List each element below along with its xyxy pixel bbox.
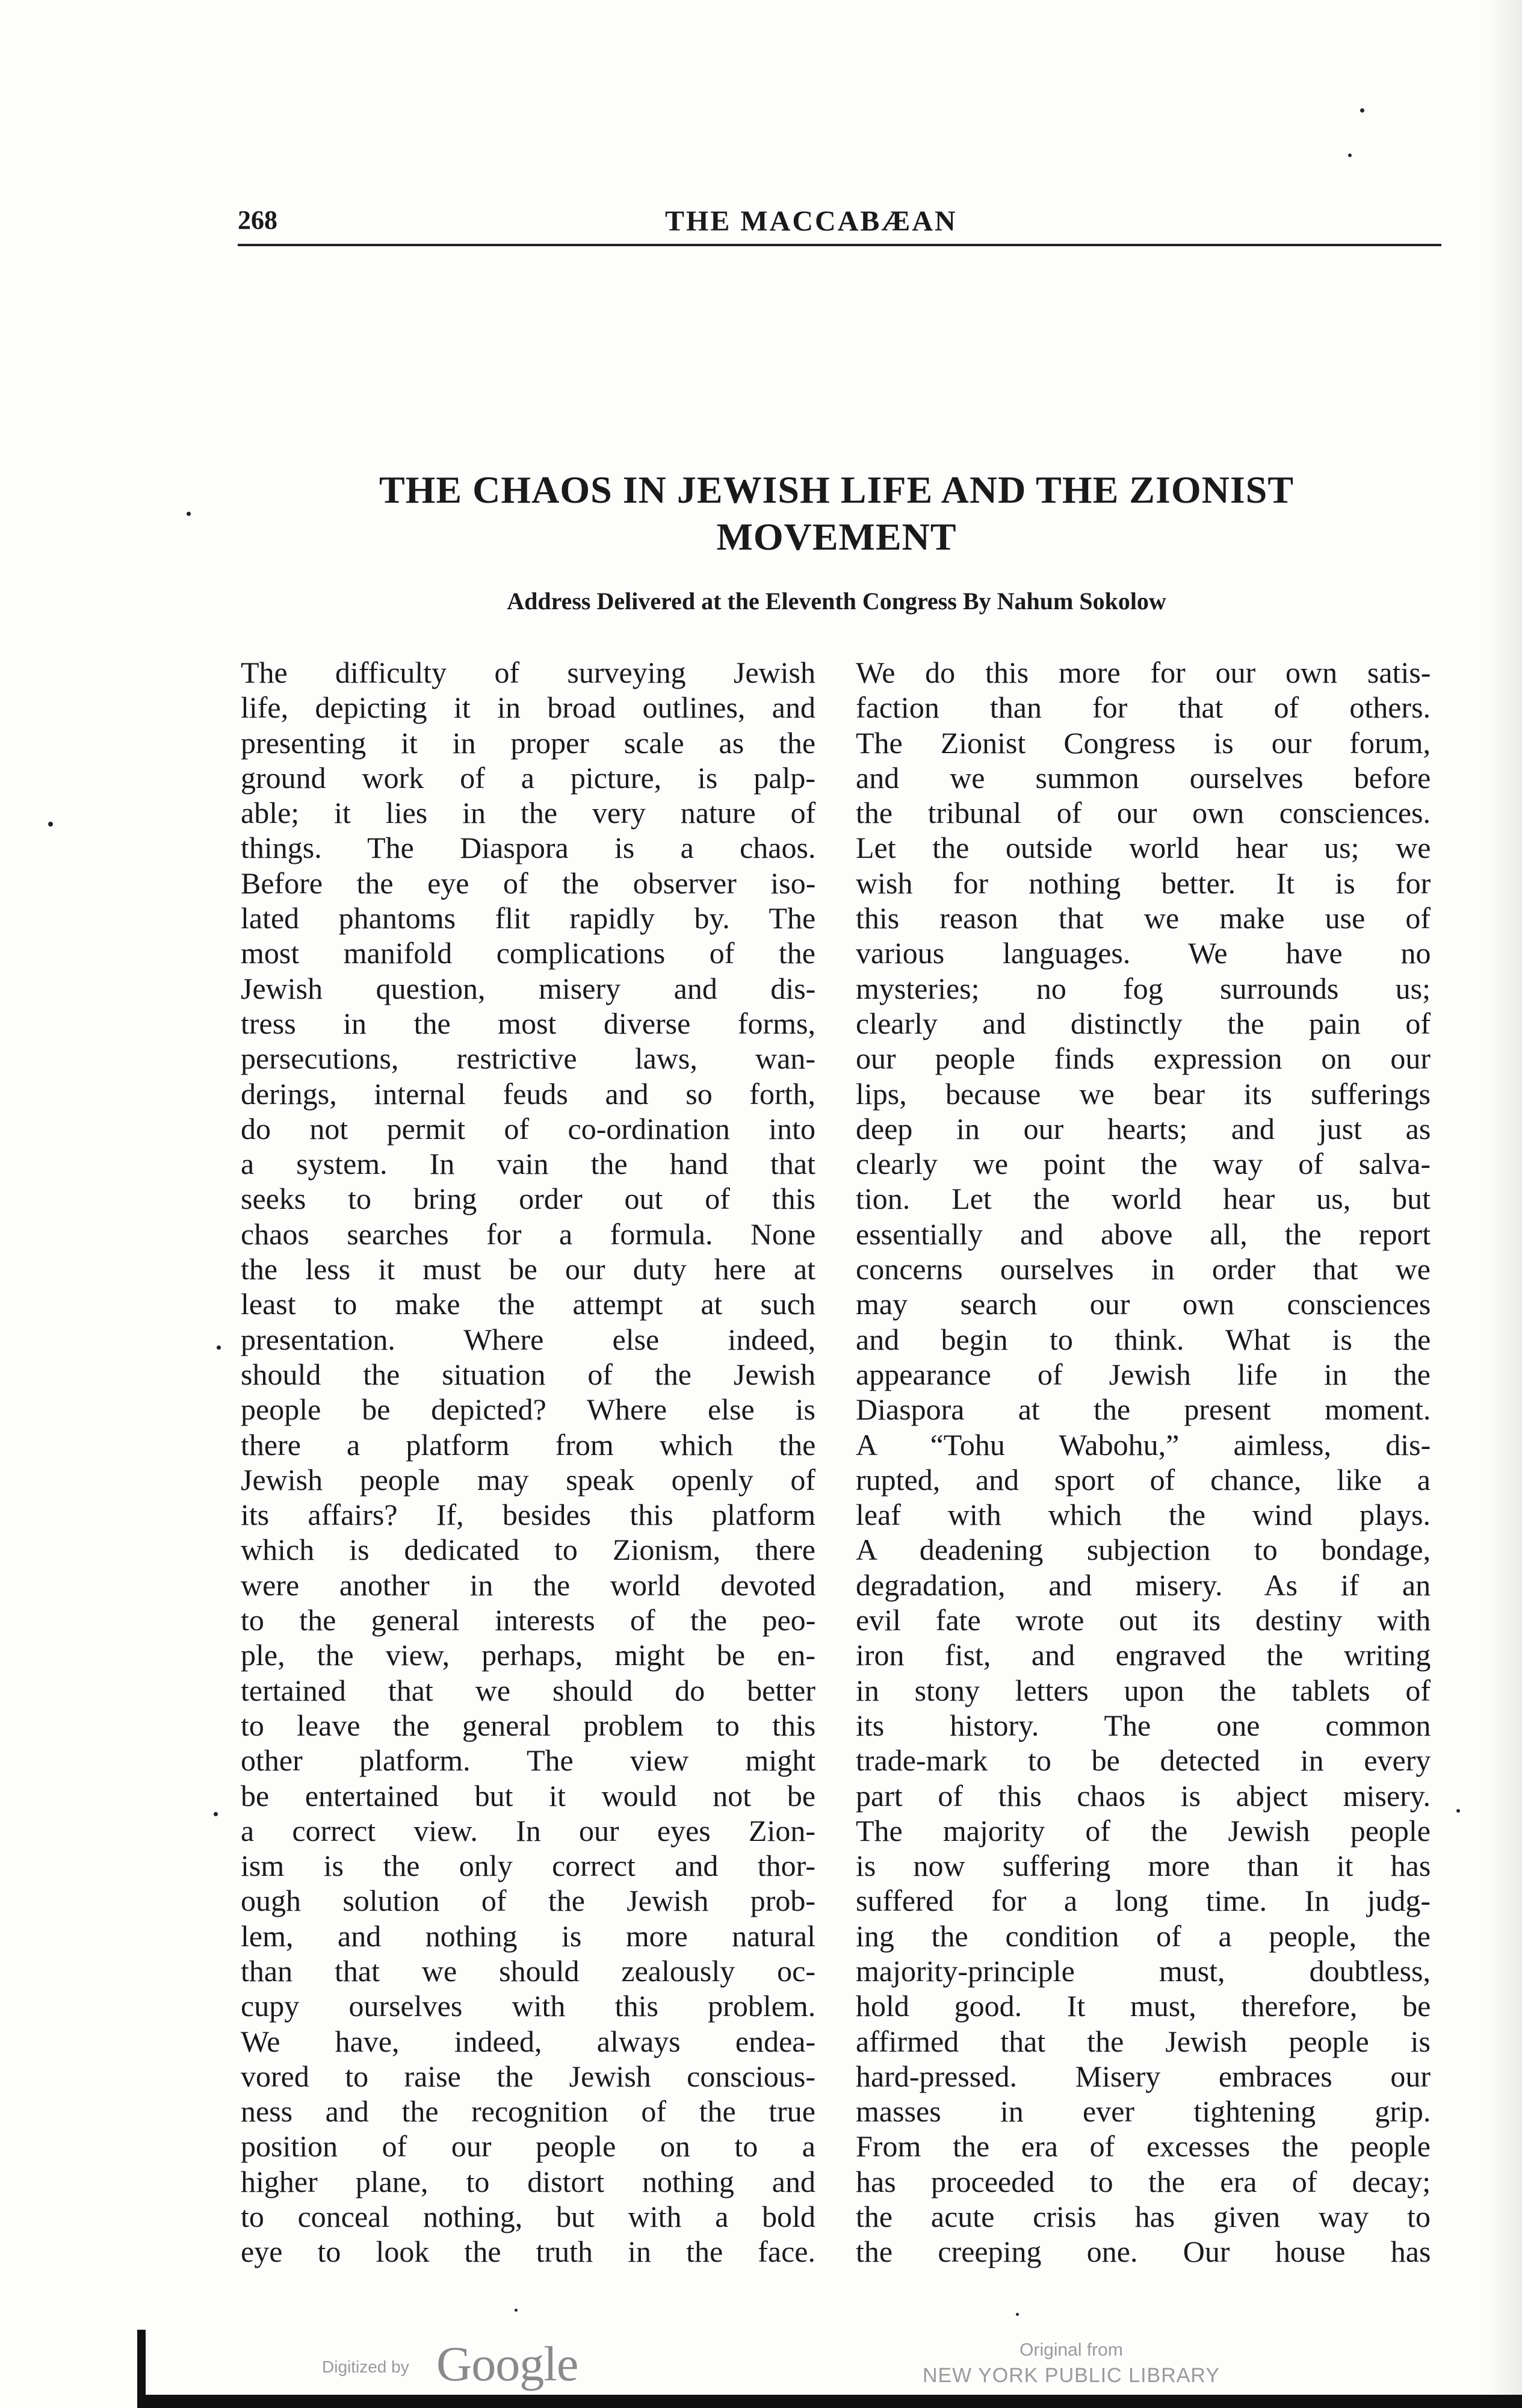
text-line: majority-principle must, doubtless, <box>856 1953 1431 1988</box>
speck <box>515 2309 518 2312</box>
text-line: wish for nothing better. It is for <box>856 866 1431 900</box>
text-line: able; it lies in the very nature of <box>241 796 816 830</box>
text-line: part of this chaos is abject misery. <box>856 1778 1431 1813</box>
right-column <box>856 655 1431 2270</box>
article-title <box>241 467 1432 560</box>
text-line: do not permit of co-ordination into <box>241 1111 815 1146</box>
text-line: life, depicting it in broad outlines, and <box>241 690 815 725</box>
text-line: cupy ourselves with this problem. <box>241 1989 816 2023</box>
text-line: least to make the attempt at such <box>241 1287 815 1321</box>
text-line: derings, internal feuds and so forth, <box>241 1076 815 1111</box>
text-line: and begin to think. What is the <box>856 1322 1431 1356</box>
speck <box>217 1345 221 1350</box>
text-line: persecutions, restrictive laws, wan- <box>241 1041 815 1076</box>
text-line: The Zionist Congress is our forum, <box>856 725 1431 760</box>
text-line: a system. In vain the hand that <box>241 1147 815 1181</box>
text-line: the less it must be our duty here at <box>241 1252 815 1286</box>
text-line: should the situation of the Jewish <box>241 1357 815 1391</box>
running-head <box>238 205 1441 247</box>
text-line: Diaspora at the present moment. <box>856 1392 1431 1427</box>
text-line: Jewish question, misery and dis- <box>241 971 816 1005</box>
page-number: 268 <box>238 205 277 235</box>
text-line: appearance of Jewish life in the <box>856 1357 1431 1391</box>
speck <box>1360 108 1364 113</box>
text-line: iron fist, and engraved the writing <box>856 1638 1431 1672</box>
text-line: From the era of excesses the people <box>856 2129 1431 2164</box>
text-line: The majority of the Jewish people <box>856 1813 1431 1848</box>
text-line: affirmed that the Jewish people is <box>856 2024 1431 2058</box>
speck <box>187 512 191 516</box>
text-line: various languages. We have no <box>856 936 1431 970</box>
text-line: ism is the only correct and thor- <box>241 1849 815 1883</box>
text-line: tertained that we should do better <box>241 1673 815 1707</box>
journal-title: THE MACCABÆAN <box>665 205 957 237</box>
text-line: chaos searches for a formula. None <box>241 1217 816 1251</box>
google-logo: Google <box>436 2336 578 2391</box>
text-line: deep in our hearts; and just as <box>856 1111 1431 1146</box>
text-line: lem, and nothing is more natural <box>241 1919 815 1953</box>
scan-edge-corner <box>137 2330 146 2408</box>
text-line: Before the eye of the observer iso- <box>241 866 816 900</box>
digitized-by-label: Digitized by <box>322 2357 409 2376</box>
text-line: which is dedicated to Zionism, there <box>241 1533 815 1567</box>
text-line: lips, because we bear its sufferings <box>856 1076 1431 1111</box>
speck <box>1456 1809 1460 1813</box>
text-line: Let the outside world hear us; we <box>856 831 1431 865</box>
text-line: in stony letters upon the tablets of <box>856 1673 1431 1707</box>
speck <box>214 1812 218 1816</box>
text-line: ground work of a picture, is palp- <box>241 760 815 795</box>
digitized-by-google <box>322 2336 599 2391</box>
original-source <box>891 2338 1252 2389</box>
text-line: mysteries; no fog surrounds us; <box>856 971 1431 1005</box>
text-line: there a platform from which the <box>241 1427 816 1462</box>
text-line: ing the condition of a people, the <box>856 1919 1431 1953</box>
text-line: a correct view. In our eyes Zion- <box>241 1813 815 1848</box>
text-line: clearly we point the way of salva- <box>856 1147 1431 1181</box>
text-line: seeks to bring order out of this <box>241 1182 816 1216</box>
text-line: be entertained but it would not be <box>241 1778 816 1813</box>
text-line: evil fate wrote out its destiny with <box>856 1603 1431 1637</box>
speck <box>1348 154 1352 157</box>
text-line: this reason that we make use of <box>856 901 1431 936</box>
text-line: Jewish people may speak openly of <box>241 1462 815 1497</box>
speck <box>1016 2313 1019 2316</box>
text-line: our people finds expression on our <box>856 1041 1431 1076</box>
text-line: the acute crisis has given way to <box>856 2200 1431 2234</box>
text-line: masses in ever tightening grip. <box>856 2094 1431 2129</box>
text-line: hard-pressed. Misery embraces our <box>856 2059 1431 2093</box>
left-column <box>241 655 815 2270</box>
text-line: eye to look the truth in the face. <box>241 2235 815 2269</box>
text-line: its history. The one common <box>856 1708 1431 1742</box>
speck <box>48 822 53 827</box>
text-line: We have, indeed, always endea- <box>241 2024 816 2058</box>
text-line: its affairs? If, besides this platform <box>241 1498 816 1532</box>
scan-edge-bottom <box>138 2395 1522 2408</box>
text-line: people be depicted? Where else is <box>241 1392 815 1427</box>
text-line: to the general interests of the peo- <box>241 1603 816 1637</box>
article-title-line-2: MOVEMENT <box>716 515 957 558</box>
page-edge-shadow <box>1486 0 1522 2408</box>
text-line: We do this more for our own satis- <box>856 656 1431 689</box>
text-line: ple, the view, perhaps, might be en- <box>241 1638 815 1672</box>
text-line: lated phantoms flit rapidly by. The <box>241 901 816 936</box>
text-line: suffered for a long time. In judg- <box>856 1884 1431 1918</box>
text-line: higher plane, to distort nothing and <box>241 2164 815 2199</box>
text-line: The difficulty of surveying Jewish <box>241 656 815 689</box>
header-rule <box>238 244 1441 246</box>
text-line: trade-mark to be detected in every <box>856 1743 1431 1778</box>
text-line: to leave the general problem to this <box>241 1708 816 1742</box>
text-line: hold good. It must, therefore, be <box>856 1989 1431 2023</box>
text-line: degradation, and misery. As if an <box>856 1568 1431 1602</box>
text-line: to conceal nothing, but with a bold <box>241 2200 815 2234</box>
text-line: tress in the most diverse forms, <box>241 1006 815 1040</box>
article-title-line-1: THE CHAOS IN JEWISH LIFE AND THE ZIONIST <box>379 468 1295 511</box>
text-line: vored to raise the Jewish conscious- <box>241 2059 815 2093</box>
text-line: ough solution of the Jewish prob- <box>241 1884 815 1918</box>
text-line: rupted, and sport of chance, like a <box>856 1462 1431 1497</box>
text-line: leaf with which the wind plays. <box>856 1498 1431 1532</box>
text-line: essentially and above all, the report <box>856 1217 1431 1251</box>
text-line: faction than for that of others. <box>856 690 1431 725</box>
text-line: tion. Let the world hear us, but <box>856 1182 1431 1216</box>
text-line: presentation. Where else indeed, <box>241 1322 816 1356</box>
text-line: than that we should zealously oc- <box>241 1953 815 1988</box>
article-subtitle: Address Delivered at the Eleventh Congress By Nahum Sokolow <box>507 588 1166 615</box>
text-line: were another in the world devoted <box>241 1568 816 1602</box>
text-line: other platform. The view might <box>241 1743 816 1778</box>
text-line: is now suffering more than it has <box>856 1849 1431 1883</box>
text-line: ness and the recognition of the true <box>241 2094 815 2129</box>
text-line: has proceeded to the era of decay; <box>856 2164 1431 2199</box>
text-line: may search our own consciences <box>856 1287 1431 1321</box>
text-line: clearly and distinctly the pain of <box>856 1006 1431 1040</box>
text-line: the tribunal of our own consciences. <box>856 796 1431 830</box>
library-name: NEW YORK PUBLIC LIBRARY <box>922 2364 1220 2387</box>
text-line: concerns ourselves in order that we <box>856 1252 1431 1286</box>
text-line: things. The Diaspora is a chaos. <box>241 831 816 865</box>
original-from-label: Original from <box>1019 2340 1123 2360</box>
text-line: A “Tohu Wabohu,” aimless, dis- <box>856 1427 1431 1462</box>
text-line: and we summon ourselves before <box>856 760 1431 795</box>
text-line: most manifold complications of the <box>241 936 815 970</box>
text-line: the creeping one. Our house has <box>856 2235 1431 2269</box>
text-line: position of our people on to a <box>241 2129 815 2164</box>
text-line: presenting it in proper scale as the <box>241 725 816 760</box>
text-line: A deadening subjection to bondage, <box>856 1533 1431 1567</box>
